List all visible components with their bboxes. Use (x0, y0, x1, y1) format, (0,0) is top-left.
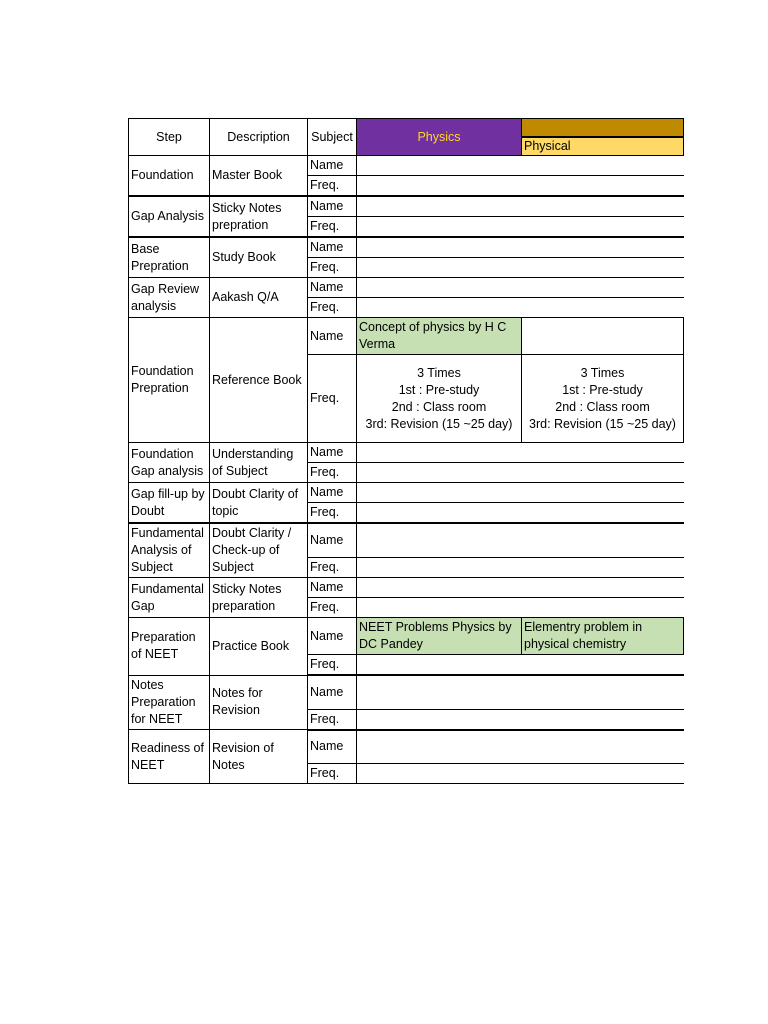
freq-label: Freq. (308, 355, 357, 443)
freq-label: Freq. (308, 655, 357, 676)
step-cell: Readiness of NEET (129, 730, 210, 784)
header-chemistry (522, 119, 684, 156)
name-value (357, 156, 684, 176)
name-value (357, 196, 684, 217)
step-cell: Foundation Gap analysis (129, 443, 210, 483)
study-plan-table (128, 118, 684, 784)
step-cell: Base Prepration (129, 237, 210, 278)
physics-frequency (357, 355, 522, 443)
name-value (357, 483, 684, 503)
freq-label: Freq. (308, 176, 357, 197)
freq-line: 1st : Pre-study (398, 382, 480, 397)
step-cell: Gap Review analysis (129, 278, 210, 318)
freq-value (357, 709, 684, 730)
description-cell: Sticky Notes prepration (210, 196, 308, 237)
header-subject: Subject (308, 119, 357, 156)
step-cell: Fundamental Analysis of Subject (129, 523, 210, 578)
description-cell: Aakash Q/A (210, 278, 308, 318)
name-value (357, 730, 684, 764)
name-label: Name (308, 523, 357, 557)
freq-value (357, 503, 684, 524)
name-label: Name (308, 156, 357, 176)
step-cell: Gap fill-up by Doubt (129, 483, 210, 524)
freq-value (357, 217, 684, 238)
freq-label: Freq. (308, 217, 357, 238)
description-cell: Doubt Clarity of topic (210, 483, 308, 524)
freq-label: Freq. (308, 463, 357, 483)
description-cell: Doubt Clarity / Check-up of Subject (210, 523, 308, 578)
description-cell: Revision of Notes (210, 730, 308, 784)
freq-line: 1st : Pre-study (562, 382, 643, 397)
header-step: Step (129, 119, 210, 156)
physics-book-name: Concept of physics by H C Verma (357, 318, 522, 355)
step-cell: Foundation Prepration (129, 318, 210, 443)
freq-line: 3rd: Revision (15 ~25 day) (365, 416, 513, 431)
freq-line: 3rd: Revision (15 ~25 day) (529, 416, 676, 431)
name-label: Name (308, 237, 357, 258)
description-cell: Master Book (210, 156, 308, 197)
chemistry-book-name: Elementry problem in physical chemistry (522, 618, 684, 655)
header-physics: Physics (357, 119, 522, 156)
freq-label: Freq. (308, 598, 357, 618)
name-label: Name (308, 578, 357, 598)
name-value (357, 237, 684, 258)
freq-line: 2nd : Class room (391, 399, 487, 414)
freq-value (357, 598, 684, 618)
header-chemistry-band (522, 119, 683, 137)
freq-value (357, 655, 684, 676)
name-label: Name (308, 318, 357, 355)
description-cell: Reference Book (210, 318, 308, 443)
freq-line: 3 Times (417, 365, 461, 380)
freq-label: Freq. (308, 298, 357, 318)
name-value (357, 278, 684, 298)
name-label: Name (308, 196, 357, 217)
chemistry-frequency (522, 355, 684, 443)
name-label: Name (308, 675, 357, 709)
description-cell: Notes for Revision (210, 675, 308, 730)
chemistry-book-name (522, 318, 684, 355)
description-cell: Practice Book (210, 618, 308, 676)
step-cell: Preparation of NEET (129, 618, 210, 676)
description-cell: Study Book (210, 237, 308, 278)
name-value (357, 578, 684, 598)
freq-line: 2nd : Class room (555, 399, 650, 414)
step-cell: Fundamental Gap (129, 578, 210, 618)
description-cell: Understanding of Subject (210, 443, 308, 483)
name-value (357, 523, 684, 557)
freq-label: Freq. (308, 557, 357, 577)
name-value (357, 443, 684, 463)
name-label: Name (308, 443, 357, 463)
freq-value (357, 764, 684, 784)
name-label: Name (308, 730, 357, 764)
freq-value (357, 557, 684, 577)
step-cell: Gap Analysis (129, 196, 210, 237)
freq-value (357, 258, 684, 278)
step-cell: Foundation (129, 156, 210, 197)
step-cell: Notes Preparation for NEET (129, 675, 210, 730)
physics-book-name: NEET Problems Physics by DC Pandey (357, 618, 522, 655)
name-value (357, 675, 684, 709)
freq-value (357, 176, 684, 197)
freq-value (357, 298, 684, 318)
freq-label: Freq. (308, 709, 357, 730)
name-label: Name (308, 618, 357, 655)
freq-label: Freq. (308, 764, 357, 784)
freq-label: Freq. (308, 258, 357, 278)
name-label: Name (308, 483, 357, 503)
header-chemistry-label: Physical (522, 137, 684, 156)
description-cell: Sticky Notes preparation (210, 578, 308, 618)
header-description: Description (210, 119, 308, 156)
freq-line: 3 Times (580, 365, 625, 380)
freq-label: Freq. (308, 503, 357, 524)
freq-value (357, 463, 684, 483)
name-label: Name (308, 278, 357, 298)
